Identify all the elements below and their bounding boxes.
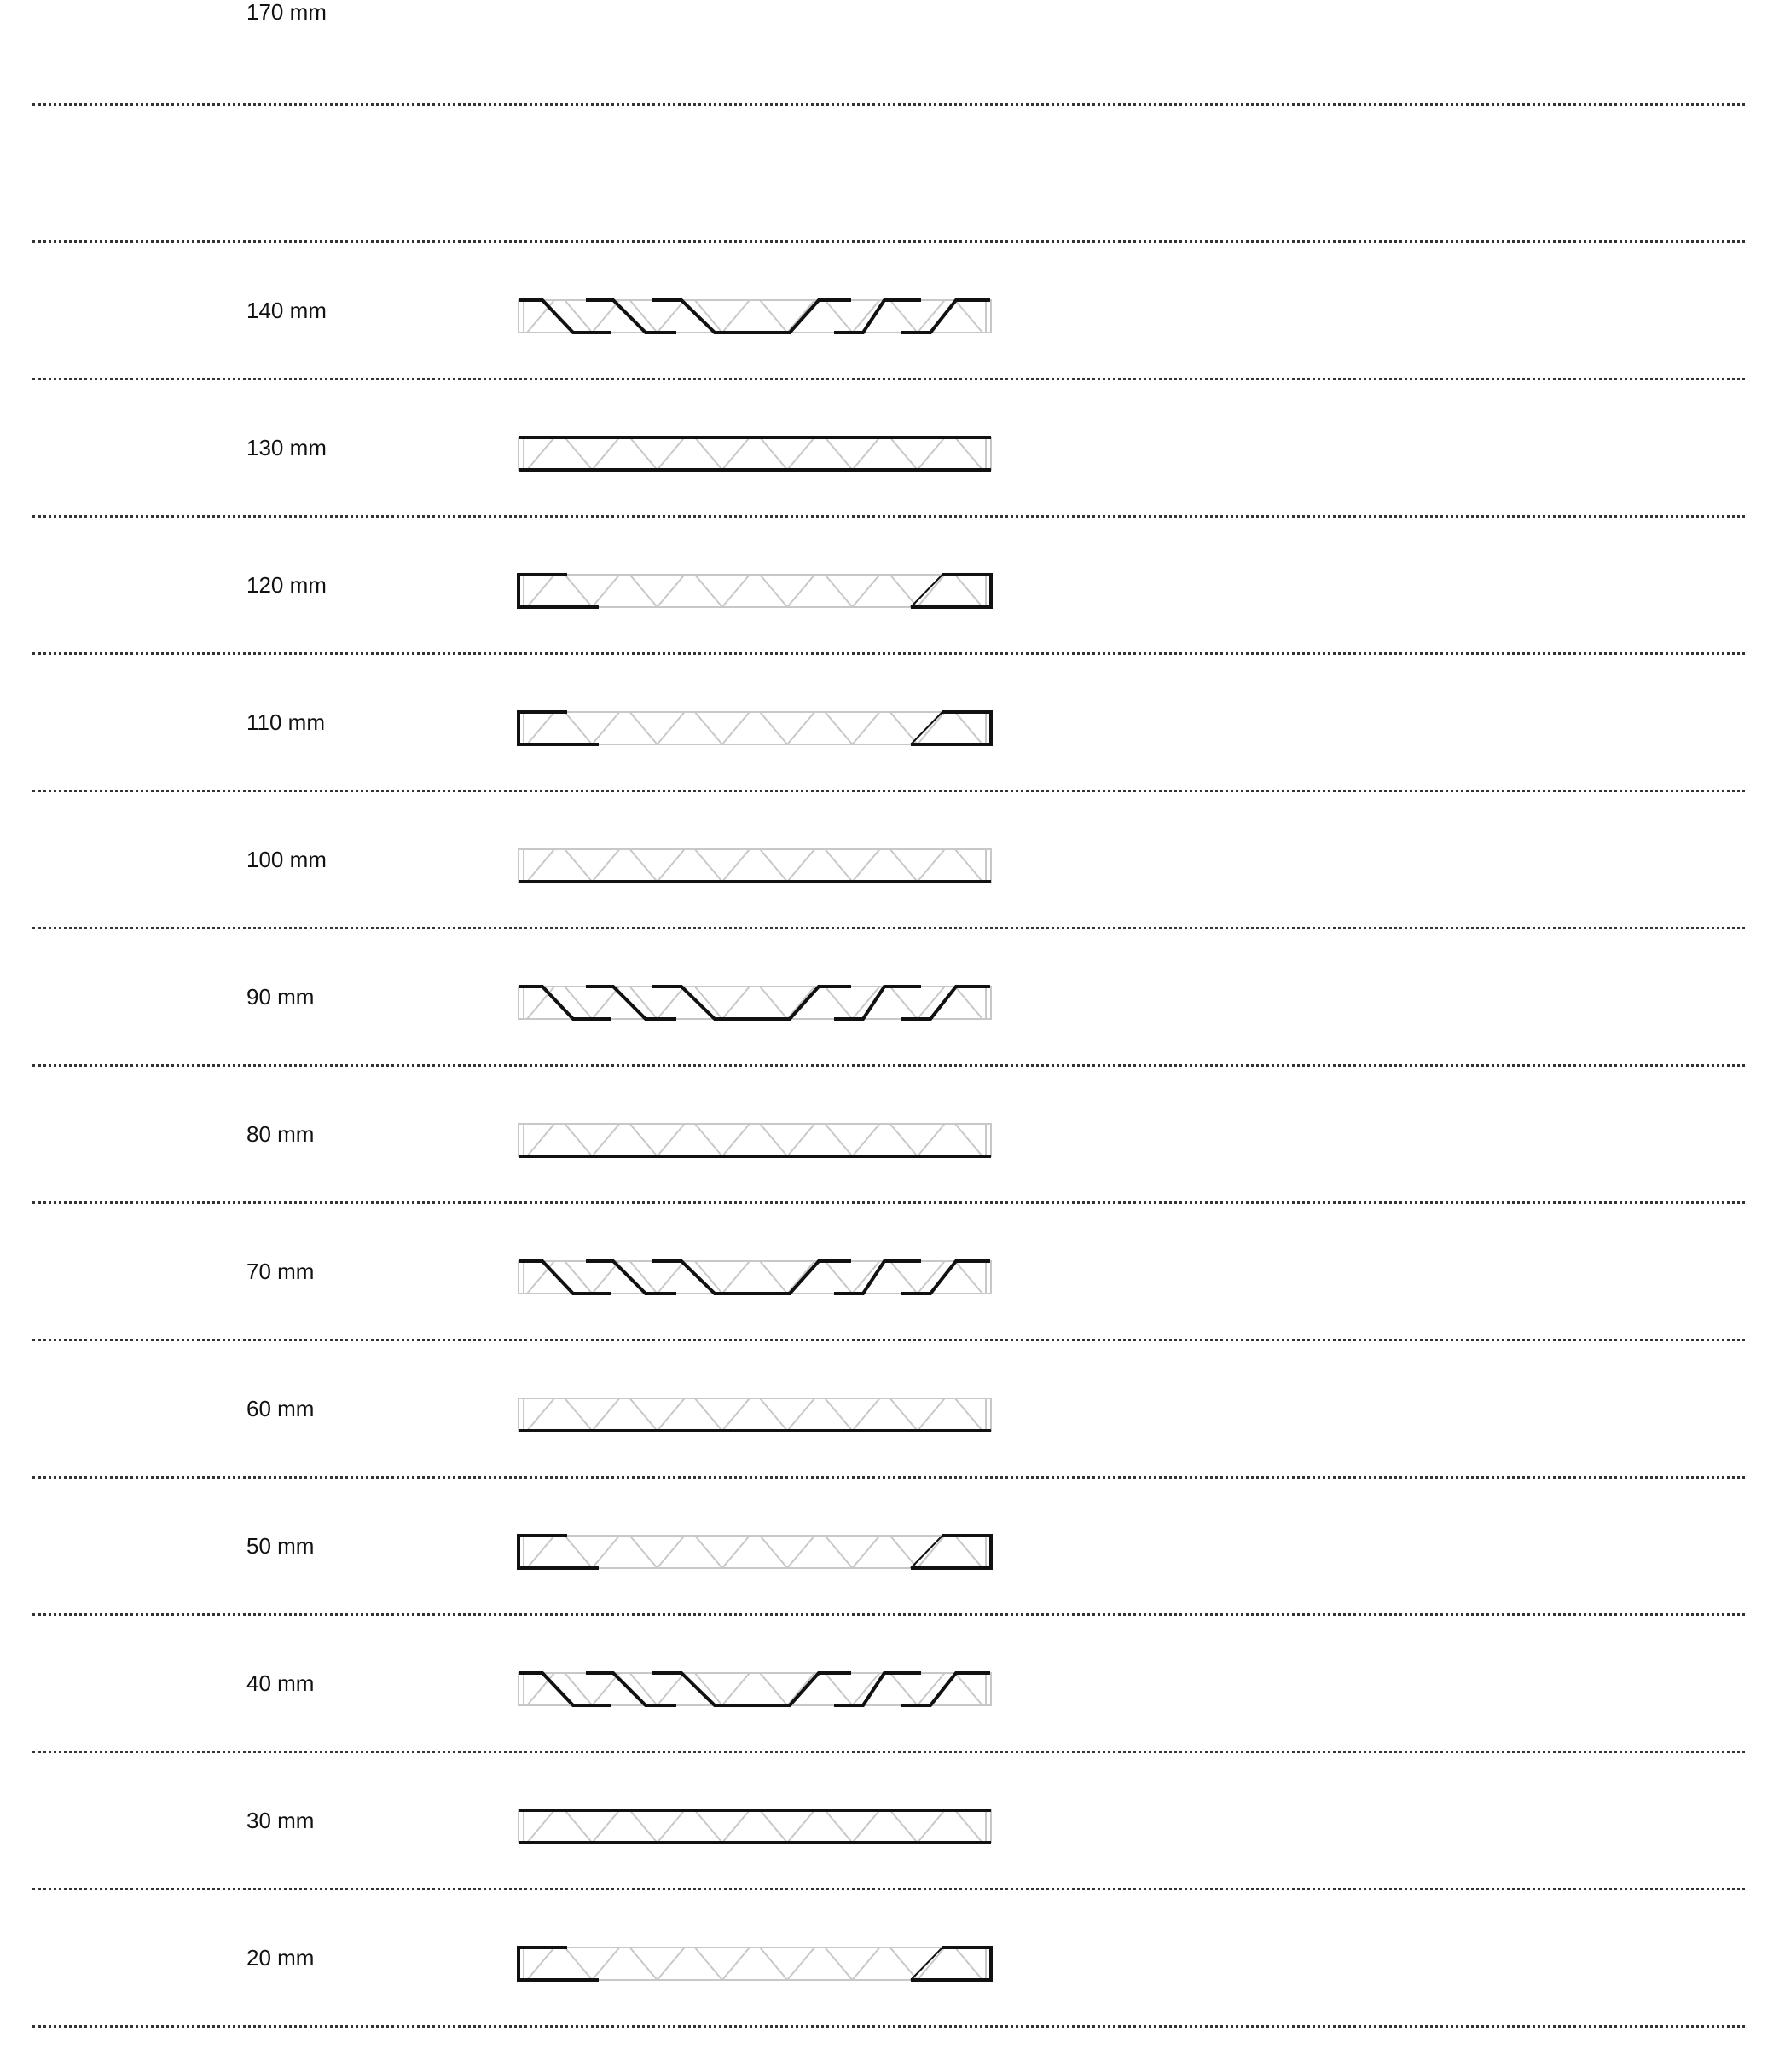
row-divider xyxy=(32,240,1745,243)
row-divider xyxy=(32,2025,1745,2028)
panel-right-diagonal xyxy=(911,1536,942,1568)
row-label: 80 mm xyxy=(246,1121,315,1147)
panel-right-diagonal xyxy=(911,575,942,607)
panel-core-corrugation xyxy=(527,1261,982,1294)
panel-core-corrugation xyxy=(527,575,982,607)
panel-core-corrugation xyxy=(527,987,982,1019)
profile-diagram xyxy=(516,1384,994,1435)
profile-diagram xyxy=(516,286,994,337)
panel-right-diagonal xyxy=(911,712,942,744)
row-divider xyxy=(32,1064,1745,1067)
panel-zigzag-segment xyxy=(834,300,921,333)
panel-zigzag-segment xyxy=(834,1673,921,1705)
panel-core-outline xyxy=(519,1536,991,1568)
panel-zigzag-segment xyxy=(834,1261,921,1294)
panel-core-corrugation xyxy=(527,1398,982,1431)
panel-core-corrugation xyxy=(527,437,982,470)
row-label: 60 mm xyxy=(246,1396,315,1421)
row-divider xyxy=(32,515,1745,518)
panel-right-diagonal xyxy=(911,1948,942,1980)
panel-core-outline xyxy=(519,1673,991,1705)
panel-core-outline xyxy=(519,300,991,333)
panel-zigzag-segment xyxy=(834,987,921,1019)
profile-diagram xyxy=(516,697,994,749)
row-label: 120 mm xyxy=(246,572,327,598)
profile-diagram xyxy=(516,972,994,1023)
row-divider xyxy=(32,1201,1745,1204)
panel-zigzag-segment xyxy=(586,300,676,333)
profile-diagram xyxy=(516,423,994,474)
row-label: 140 mm xyxy=(246,298,327,323)
profile-diagram xyxy=(516,1109,994,1160)
profile-diagram xyxy=(516,1247,994,1298)
panel-core-corrugation xyxy=(527,712,982,744)
panel-zigzag-segment xyxy=(652,1261,851,1294)
profile-diagram xyxy=(516,1796,994,1847)
panel-core-corrugation xyxy=(527,849,982,882)
panel-core-corrugation xyxy=(527,1810,982,1843)
panel-core-corrugation xyxy=(527,1673,982,1705)
panel-core-outline xyxy=(519,712,991,744)
panel-zigzag-segment xyxy=(586,1673,676,1705)
row-label xyxy=(246,0,327,48)
row-divider xyxy=(32,103,1745,106)
panel-core-corrugation xyxy=(527,1948,982,1980)
row-divider xyxy=(32,1339,1745,1341)
row-label: 110 mm xyxy=(246,709,325,735)
row-divider xyxy=(32,1476,1745,1479)
profile-diagram xyxy=(516,1658,994,1710)
row-label: 130 mm xyxy=(246,435,327,460)
panel-core-outline xyxy=(519,1948,991,1980)
row-label: 30 mm xyxy=(246,1808,315,1833)
row-label-text: 170 mm xyxy=(246,0,327,25)
row-label: 90 mm xyxy=(246,984,315,1010)
row-label: 100 mm xyxy=(246,847,327,872)
profile-diagram xyxy=(516,835,994,886)
row-divider xyxy=(32,652,1745,655)
profile-diagram xyxy=(516,560,994,611)
row-divider xyxy=(32,1751,1745,1753)
row-divider xyxy=(32,927,1745,929)
row-divider xyxy=(32,1888,1745,1890)
panel-core-corrugation xyxy=(527,1124,982,1156)
profile-diagram xyxy=(516,1521,994,1572)
panel-core-outline xyxy=(519,1261,991,1294)
profile-diagram xyxy=(516,1933,994,1984)
panel-core-outline xyxy=(519,1124,991,1156)
row-label: 70 mm xyxy=(246,1259,315,1284)
row-divider xyxy=(32,378,1745,380)
panel-zigzag-segment xyxy=(652,987,851,1019)
panel-core-corrugation xyxy=(527,300,982,333)
panel-zigzag-segment xyxy=(652,300,851,333)
panel-zigzag-segment xyxy=(586,987,676,1019)
row-divider xyxy=(32,1613,1745,1616)
row-label: 20 mm xyxy=(246,1945,315,1971)
panel-core-outline xyxy=(519,575,991,607)
panel-core-outline xyxy=(519,849,991,882)
row-divider xyxy=(32,790,1745,792)
row-label: 40 mm xyxy=(246,1670,315,1696)
panel-core-corrugation xyxy=(527,1536,982,1568)
panel-core-outline xyxy=(519,987,991,1019)
panel-core-outline xyxy=(519,1398,991,1431)
panel-core-outline xyxy=(519,437,991,470)
panel-zigzag-segment xyxy=(652,1673,851,1705)
panel-zigzag-segment xyxy=(586,1261,676,1294)
row-label: 50 mm xyxy=(246,1533,315,1559)
panel-core-outline xyxy=(519,1810,991,1843)
